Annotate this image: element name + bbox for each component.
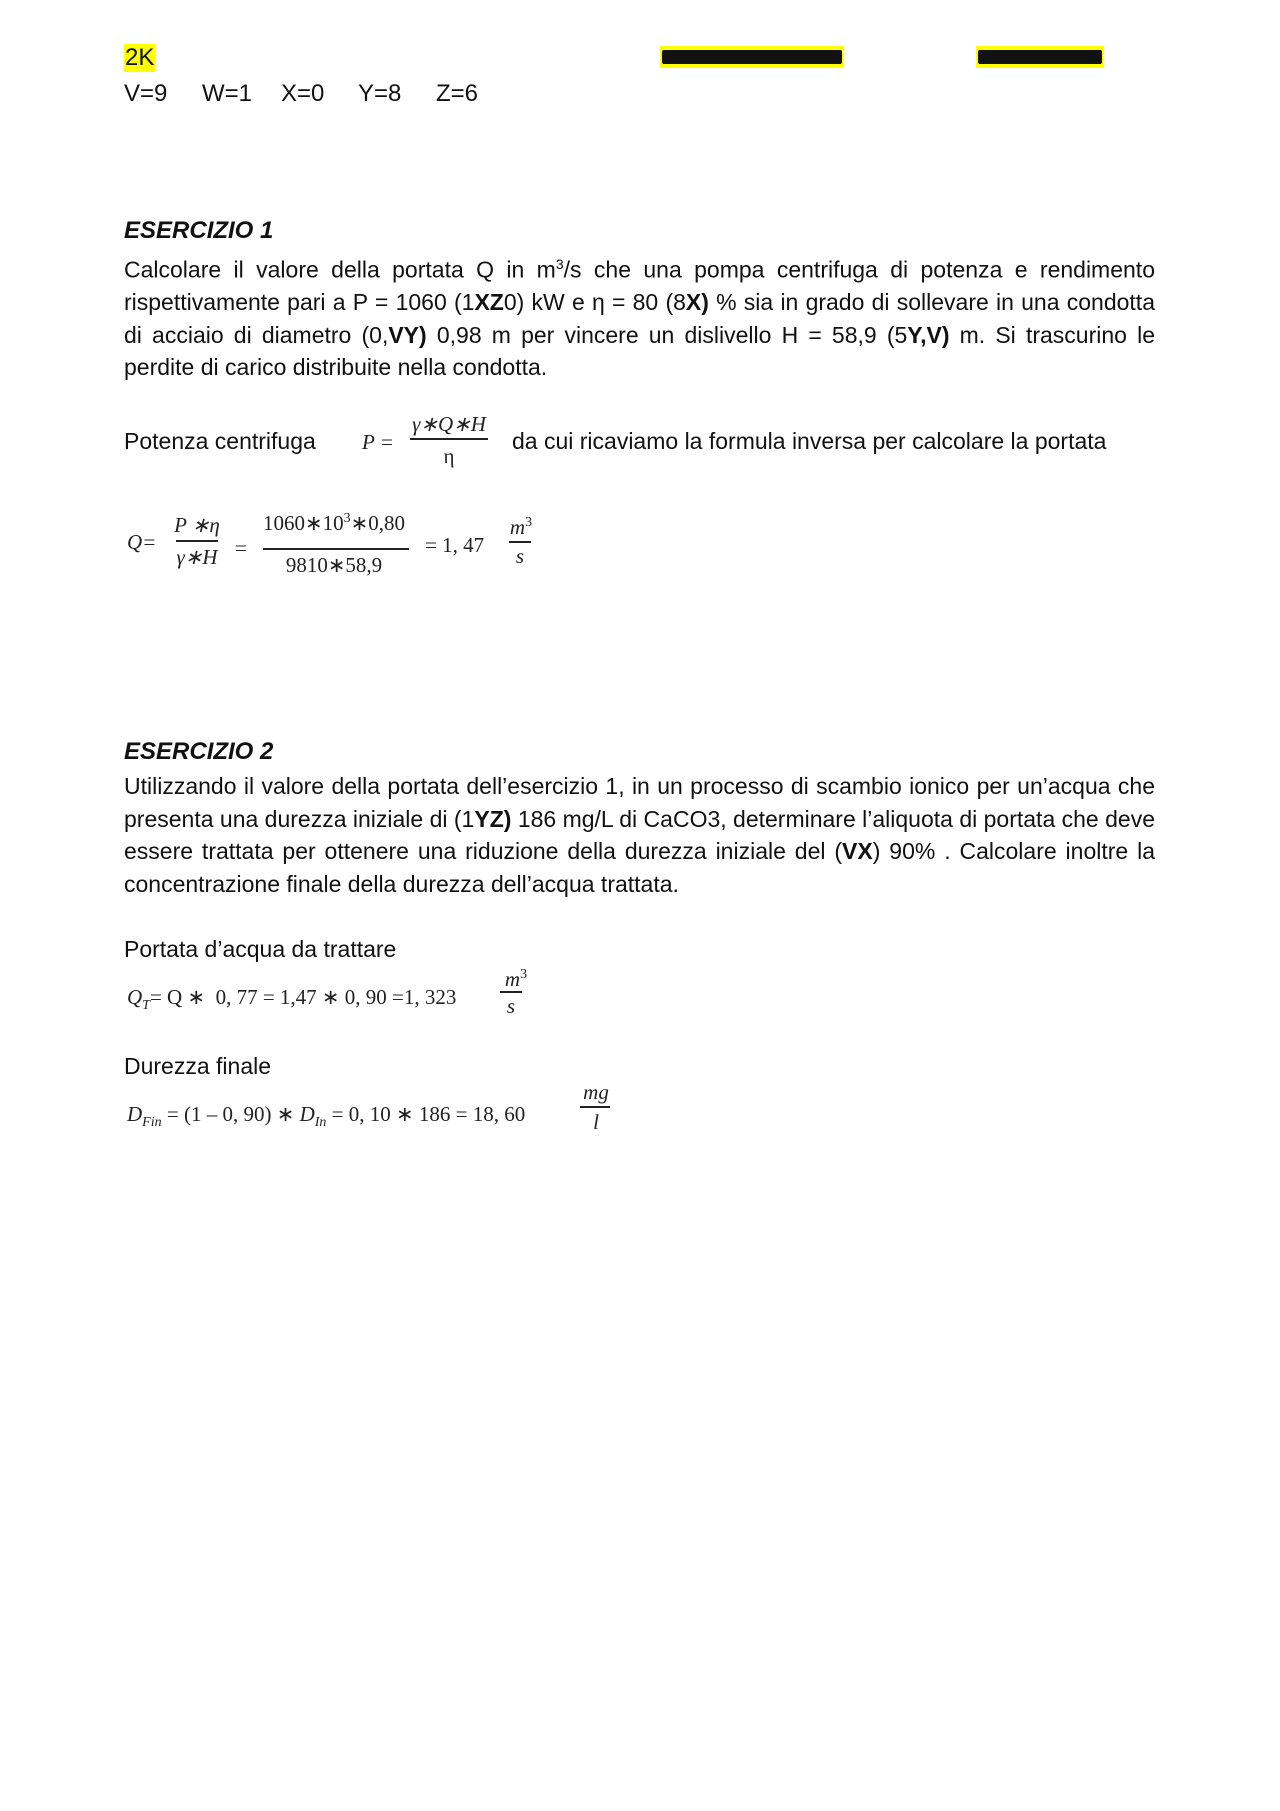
text-part: % sia in grado di sollevare in una condotta di acciaio di diametro (0, <box>124 289 1155 348</box>
variable-x: X=0 <box>281 80 325 107</box>
q-formula-eq: = <box>235 536 247 560</box>
fraction-line <box>176 540 218 542</box>
hardness-d: D <box>299 1102 315 1126</box>
text-bold: YZ) <box>474 805 512 832</box>
text-bold: Y,V) <box>907 321 950 348</box>
fraction-line <box>263 548 409 550</box>
class-label: 2K <box>125 44 155 71</box>
power-formula-denominator: η <box>443 444 455 468</box>
text-part: /s che una pompa centrifuga di potenza e rendimento rispettivamente pari a P = 1060 (1 <box>124 256 1155 316</box>
q-formula-num2 <box>258 511 410 536</box>
flow-unit-num <box>498 967 534 992</box>
hardness-unit-den: l <box>593 1110 599 1134</box>
fraction-line <box>500 991 522 993</box>
hardness-mid: = (1 – 0, 90) ∗ <box>161 1102 300 1126</box>
text-bold: X) <box>685 289 709 316</box>
exercise-2-text <box>124 770 1155 900</box>
flow-q: Q <box>127 985 143 1009</box>
flow-formula-expression <box>127 985 456 1014</box>
final-hardness-label: Durezza finale <box>124 1053 272 1079</box>
q-formula-num1: P ∗η <box>174 513 220 537</box>
unit-num: m <box>504 967 521 991</box>
text-bold: VY) <box>388 321 427 348</box>
text-bold: XZ <box>474 289 504 316</box>
exercise-1-text <box>124 248 1155 384</box>
num2-part: 1060∗10 <box>263 511 344 535</box>
exercise-1-title: ESERCIZIO 1 <box>124 217 274 244</box>
variable-v: V=9 <box>124 80 168 107</box>
flow-expr: = Q ∗ 0, 77 = 1,47 ∗ 0, 90 =1, 323 <box>149 985 457 1009</box>
unit-sup: 3 <box>525 515 533 530</box>
fraction-line <box>410 438 488 440</box>
text-part: 186 mg/L di CaCO3, determinare l’aliquota di portata che deve essere trattata per ottenere una riduzione della durezza iniziale del ( <box>124 805 1155 864</box>
power-formula-lhs: P = <box>362 430 394 454</box>
power-label: Potenza centrifuga <box>124 428 316 454</box>
text-part: Calcolare il valore della portata Q in m <box>124 256 556 283</box>
fraction-line <box>509 541 531 543</box>
fraction-line <box>580 1106 610 1108</box>
q-formula-den1: γ∗H <box>176 545 218 569</box>
text-sup: 3 <box>555 256 564 272</box>
hardness-sub: In <box>314 1115 327 1131</box>
flow-sub: T <box>142 998 150 1014</box>
redacted-name <box>660 46 844 68</box>
num2-part: ∗0,80 <box>350 511 405 535</box>
q-formula-result: = 1, 47 <box>425 533 485 557</box>
variable-values <box>124 80 478 108</box>
unit-num: m <box>509 515 526 539</box>
flow-to-treat-label: Portata d’acqua da trattare <box>124 936 397 962</box>
text-part: 0) kW e η = 80 (8 <box>503 289 686 316</box>
variable-w: W=1 <box>202 80 253 107</box>
q-formula-lhs: Q= <box>127 530 157 554</box>
hardness-unit-num: mg <box>583 1080 609 1104</box>
num2-sup: 3 <box>343 511 351 526</box>
text-bold: VX <box>842 838 873 864</box>
text-part: ) 90% . Calcolare inoltre la concentrazione finale della durezza dell’acqua trattata. <box>124 838 1156 897</box>
q-unit-den: s <box>515 544 525 568</box>
hardness-formula-expression <box>127 1102 525 1131</box>
text-part: m. Si trascurino le perdite di carico distribuite nella condotta. <box>124 321 1155 381</box>
text-part: Utilizzando il valore della portata dell’esercizio 1, in un processo di scambio ionico per un’acqua che presenta una durezza iniziale di (1 <box>124 773 1155 832</box>
hardness-d: D <box>127 1102 143 1126</box>
variable-z: Z=6 <box>436 80 479 107</box>
text-part: 0,98 m per vincere un dislivello H = 58,9 (5 <box>426 321 908 348</box>
redacted-surname <box>976 46 1104 68</box>
variable-y: Y=8 <box>358 80 402 107</box>
power-formula-numerator: γ∗Q∗H <box>412 412 486 436</box>
hardness-sub: Fin <box>142 1115 162 1131</box>
q-formula-den2: 9810∗58,9 <box>285 553 383 577</box>
flow-unit-den: s <box>506 994 516 1018</box>
inverse-formula-text: da cui ricaviamo la formula inversa per calcolare la portata <box>512 428 1107 454</box>
exercise-2-title: ESERCIZIO 2 <box>124 738 274 765</box>
q-unit-num <box>506 515 536 540</box>
hardness-end: = 0, 10 ∗ 186 = 18, 60 <box>326 1102 526 1126</box>
unit-sup: 3 <box>520 967 528 982</box>
